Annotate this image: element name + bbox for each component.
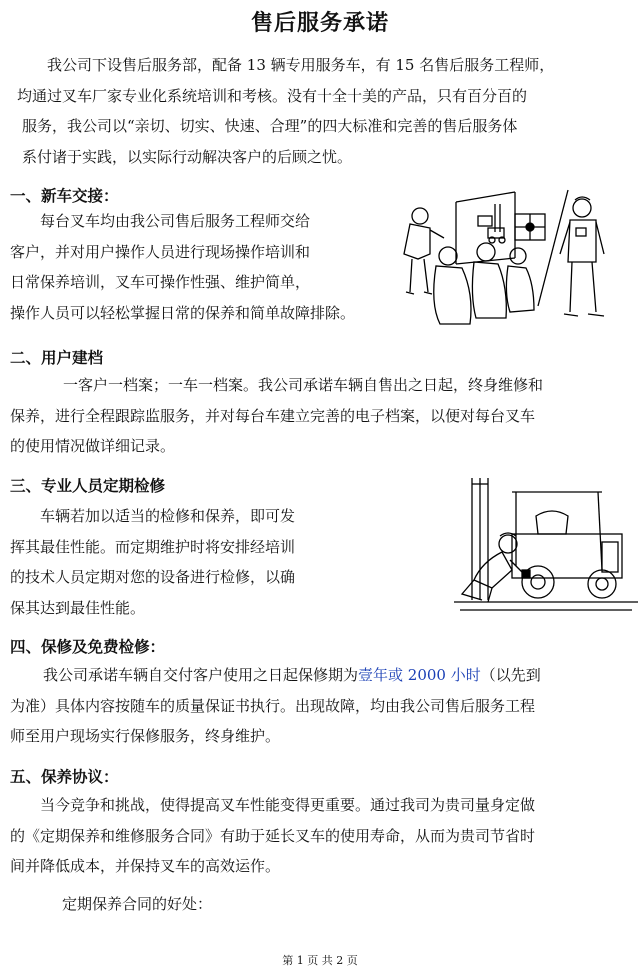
section-customer-records-body	[10, 370, 630, 462]
section-line: 间并降低成本，并保持叉车的高效运作。	[10, 857, 281, 875]
section-maintenance-agreement-body	[10, 790, 630, 882]
training-illustration	[400, 184, 620, 334]
section-line: 师至用户现场实行保修服务，终身维护。	[10, 727, 281, 745]
intro-line: 我公司下设售后服务部，配备 13 辆专用服务车，有 15 名售后服务工程师，	[47, 56, 555, 74]
section-line: 当今竞争和挑战，使得提高叉车性能变得更重要。通过我司为贵司量身定做	[40, 796, 536, 814]
section-heading-scheduled-maintenance: 三、专业人员定期检修	[10, 477, 166, 495]
section-heading-maintenance-agreement: 五、保养协议：	[10, 768, 119, 786]
page-number-footer: 第 1 页 共 2 页	[282, 954, 358, 967]
section-line	[10, 660, 630, 691]
section-line: 车辆若加以适当的检修和保养，即可发	[40, 507, 296, 525]
section-line: 日常保养培训，叉车可操作性强、维护简单，	[10, 273, 311, 291]
section-line: 的使用情况做详细记录。	[10, 437, 176, 455]
section-scheduled-maintenance-body	[10, 501, 340, 623]
section-heading-customer-records: 二、用户建档	[10, 349, 104, 367]
section-line: 为准）具体内容按随车的质量保证书执行。出现故障，均由我公司售后服务工程	[10, 696, 536, 715]
intro-paragraph	[10, 50, 630, 172]
maintenance-contract-benefits-label: 定期保养合同的好处：	[62, 895, 213, 913]
intro-line: 系付诸于实践，以实际行动解决客户的后顾之忧。	[22, 147, 353, 166]
section-line: 挥其最佳性能。而定期维护时将安排经培训	[10, 537, 296, 556]
section-line: 操作人员可以轻松掌握日常的保养和简单故障排除。	[10, 303, 356, 322]
warranty-text: （以先到	[480, 666, 541, 684]
forklift-repair-illustration	[452, 470, 638, 620]
section-heading-warranty: 四、保修及免费检修：	[10, 638, 166, 656]
page-title: 售后服务承诺	[250, 11, 389, 36]
warranty-text: 我公司承诺车辆自交付客户使用之日起保修期为	[43, 666, 359, 684]
section-line: 的《定期保养和维修服务合同》有助于延长叉车的使用寿命，从而为贵司节省时	[10, 826, 536, 845]
section-line: 一客户一档案；一车一档案。我公司承诺车辆自售出之日起，终身维修和	[63, 376, 544, 394]
section-heading-new-car-handover: 一、新车交接：	[10, 187, 119, 205]
intro-line: 均通过叉车厂家专业化系统培训和考核。没有十全十美的产品，只有百分百的	[17, 86, 528, 105]
section-line: 客户，并对用户操作人员进行现场操作培训和	[10, 242, 311, 261]
section-line: 保其达到最佳性能。	[10, 598, 146, 617]
warranty-period-highlight: 壹年或 2000 小时	[358, 666, 481, 684]
section-line: 每台叉车均由我公司售后服务工程师交给	[40, 212, 311, 230]
section-line: 的技术人员定期对您的设备进行检修，以确	[10, 568, 296, 586]
intro-line: 服务，我公司以“亲切、切实、快速、合理”的四大标准和完善的售后服务体	[22, 117, 518, 135]
section-line: 保养，进行全程跟踪监服务，并对每台车建立完善的电子档案，以便对每台叉车	[10, 406, 536, 425]
section-warranty-body	[10, 660, 630, 752]
section-new-car-handover-body	[10, 206, 390, 328]
